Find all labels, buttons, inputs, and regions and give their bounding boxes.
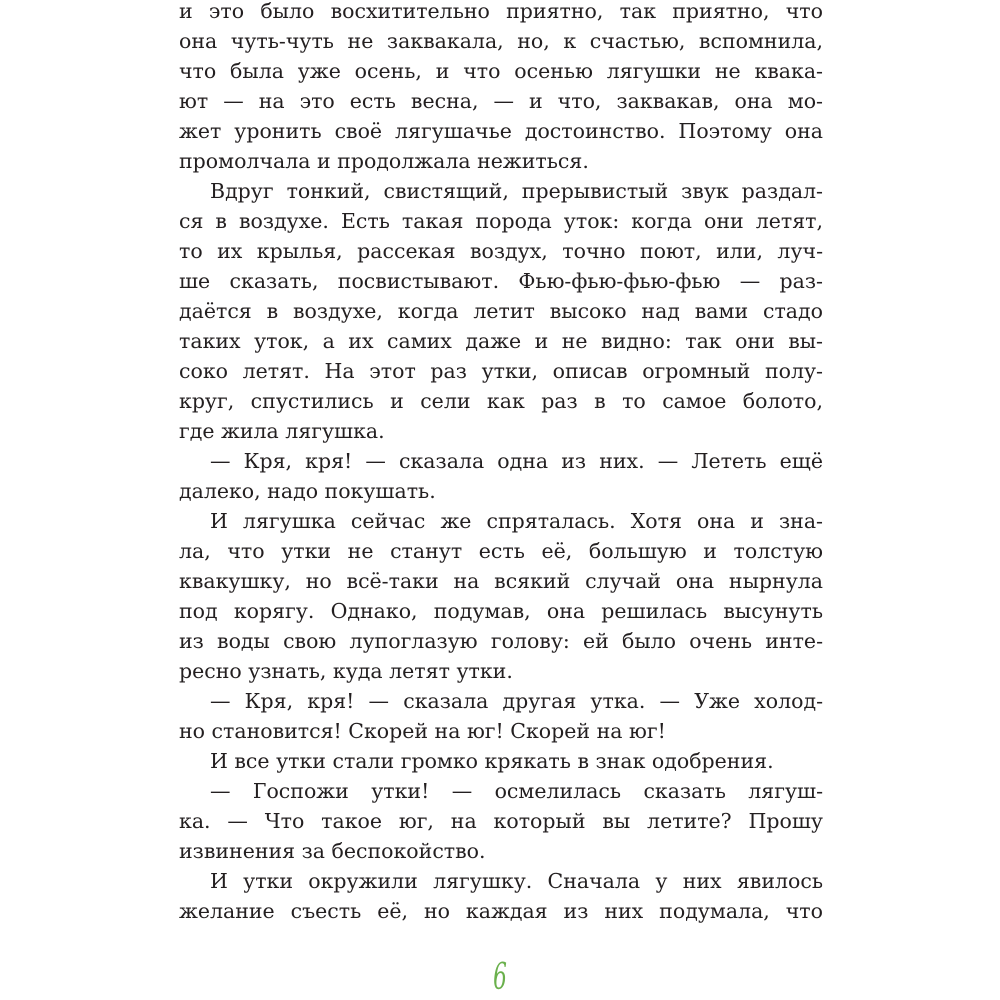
text-line: где жила лягушка. xyxy=(179,419,385,443)
text-line: — Госпожи утки! — осмелилась сказать лягуш- xyxy=(210,779,823,803)
text-line: — Кря, кря! — сказала одна из них. — Лететь ещё xyxy=(210,449,823,473)
text-line: ют — на это есть весна, — и что, заквакав, она мо- xyxy=(179,89,823,113)
text-line: желание съесть её, но каждая из них подумала, что xyxy=(179,899,823,923)
text-line: ше сказать, посвистывают. Фью-фью-фью-фью — раз- xyxy=(179,269,823,293)
text-line: круг, спустились и сели как раз в то самое болото, xyxy=(179,389,823,413)
text-line: — Кря, кря! — сказала другая утка. — Уже холод- xyxy=(210,689,823,713)
text-line: квакушку, но всё-таки на всякий случай она нырнула xyxy=(179,569,823,593)
text-line: извинения за беспокойство. xyxy=(179,839,486,863)
text-line: то их крылья, рассекая воздух, точно поют, или, луч- xyxy=(179,239,823,263)
text-line: Вдруг тонкий, свистящий, прерывистый звук раздал- xyxy=(210,179,823,203)
text-line: она чуть-чуть не заквакала, но, к счастью, вспомнила, xyxy=(179,29,823,53)
text-line: промолчала и продолжала нежиться. xyxy=(179,149,589,173)
page-number: 6 xyxy=(493,957,507,998)
text-line: соко летят. На этот раз утки, описав огромный полу- xyxy=(179,359,823,383)
text-line: но становится! Скорей на юг! Скорей на юг! xyxy=(179,719,666,743)
body-text xyxy=(179,0,823,926)
text-line: И все утки стали громко крякать в знак одобрения. xyxy=(210,749,774,773)
text-line: из воды свою лупоглазую голову: ей было очень инте- xyxy=(179,629,823,653)
text-line: под корягу. Однако, подумав, она решилась высунуть xyxy=(179,599,823,623)
text-line: ресно узнать, куда летят утки. xyxy=(179,659,513,683)
text-line: жет уронить своё лягушачье достоинство. Поэтому она xyxy=(179,119,823,143)
text-line: таких уток, а их самих даже и не видно: так они вы- xyxy=(179,329,823,353)
text-line: ся в воздухе. Есть такая порода уток: когда они летят, xyxy=(179,209,823,233)
text-line: ка. — Что такое юг, на который вы летите? Прошу xyxy=(179,809,823,833)
text-line: ла, что утки не станут есть её, большую и толстую xyxy=(179,539,823,563)
text-line: И утки окружили лягушку. Сначала у них явилось xyxy=(210,869,823,893)
text-line: И лягушка сейчас же спряталась. Хотя она и зна- xyxy=(210,509,823,533)
text-line: и это было восхитительно приятно, так приятно, что xyxy=(179,0,823,23)
text-line: что была уже осень, и что осенью лягушки не квака- xyxy=(179,59,823,83)
text-line: далеко, надо покушать. xyxy=(179,479,436,503)
text-line: даётся в воздухе, когда летит высоко над вами стадо xyxy=(179,299,823,323)
